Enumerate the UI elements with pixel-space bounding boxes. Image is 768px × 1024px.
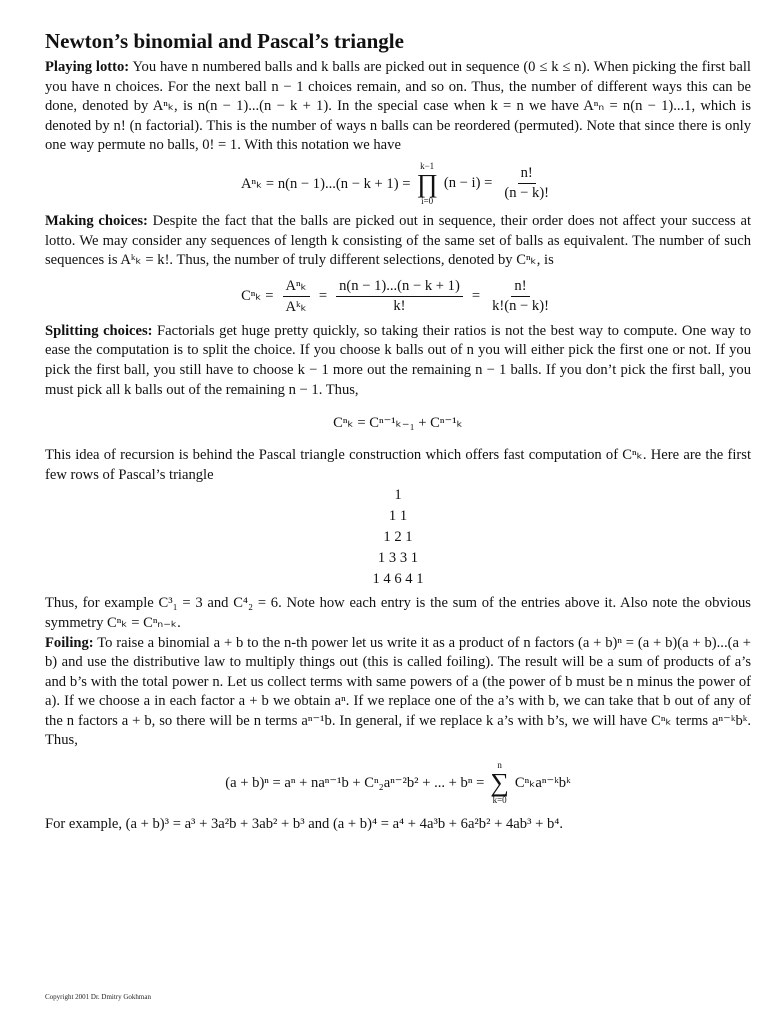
paragraph-playing-lotto xyxy=(45,58,751,156)
paragraph-examples: Thus, for example C³₁ = 3 and C⁴₂ = 6. Note how each entry is the sum of the entries above it. Also note the obvious symmetry Cⁿₖ = Cⁿₙ₋ₖ. xyxy=(45,595,751,631)
run-in-heading: Making choices: xyxy=(45,212,148,229)
sum-lower-limit: k=0 xyxy=(492,795,507,806)
equation-combinations: Cⁿₖ = $\frac{\text{Aⁿₖ}}{\text{Aᵏₖ}}$ = $\frac{n(n - 1)...(n - k + 1)}{k!}$ = $\frac{n!}{k!(n - k)!}$ xyxy=(45,277,751,316)
equation-binomial xyxy=(45,761,751,805)
fraction xyxy=(501,165,552,202)
equation-recursion: Cⁿₖ = Cⁿ⁻¹ₖ₋₁ + Cⁿ⁻¹ₖ xyxy=(333,415,463,432)
pascal-triangle xyxy=(45,485,751,590)
equation-lhs: Cⁿₖ = xyxy=(241,288,274,305)
pascal-row: 1 4 6 4 1 xyxy=(372,571,424,588)
pascal-row: 1 1 xyxy=(388,508,408,525)
pascal-row: 1 2 1 xyxy=(383,529,413,546)
fraction-numerator: n! xyxy=(511,278,529,297)
paragraph-text: Factorials get huge pretty quickly, so taking their ratios is not the best way to compute. One way to ease the computation is to split the choice. If you choose k balls out of n you will either pick the first one or not. If you pick the first ball, you still have to choose k − 1 more out the remaining n − 1 balls. If you don’t pick the first ball, you must pick all k balls out of the remaining n − 1. Thus, xyxy=(45,322,751,398)
pascal-row: 1 xyxy=(394,487,402,504)
product-upper-limit: k−1 xyxy=(420,160,435,171)
fraction-denominator: k! xyxy=(393,297,406,314)
fraction xyxy=(489,278,552,315)
fraction-numerator: n! xyxy=(518,165,536,184)
pascal-row: 1 3 3 1 xyxy=(377,550,419,567)
sum-body: Cⁿₖaⁿ⁻ᵏbᵏ xyxy=(514,775,571,792)
sum-operator: n ∑ k=0 xyxy=(490,760,509,806)
fraction xyxy=(283,277,310,316)
equation-permutations xyxy=(45,162,751,206)
fraction-denominator: Aᵏₖ xyxy=(285,298,307,315)
fraction-denominator: (n − k)! xyxy=(504,185,550,202)
copyright-footer: Copyright 2001 Dr. Dmitry Gokhman xyxy=(45,993,151,1001)
document-page xyxy=(45,28,751,835)
paragraph-recursion: This idea of recursion is behind the Pascal triangle construction which offers fast computation of Cⁿₖ. Here are the first few rows of Pascal’s triangle xyxy=(45,447,751,483)
fraction-numerator: n(n − 1)...(n − k + 1) xyxy=(336,278,463,297)
paragraph-text: Despite the fact that the balls are picked out in sequence, their order does not affect your success at lotto. We may consider any sequences of length k consisting of the same set of balls as equivalent. The number of such sequences is Aᵏₖ = k!. Thus, the number of truly different selections, denoted by Cⁿₖ, is xyxy=(45,212,751,269)
page-title: Newton’s binomial and Pascal’s triangle xyxy=(45,29,404,53)
product-body: (n − i) = xyxy=(443,175,493,192)
run-in-heading: Playing lotto: xyxy=(45,59,130,75)
paragraph-making-choices xyxy=(45,212,751,271)
product-operator: k−1 ∏ i=0 xyxy=(416,160,438,206)
sum-upper-limit: n xyxy=(497,760,502,771)
run-in-heading: Splitting choices: xyxy=(45,322,153,339)
paragraph-text: You have n numbered balls and k balls are picked out in sequence (0 ≤ k ≤ n). When picking the first ball you have n choices. For the next ball n − 1 choices remain, and so on. Thus, the number of different ways this can be done, denoted by Aⁿₖ, is n(n − 1)...(n − k + 1). In the special case when k = n we have Aⁿₙ = n(n − 1)...1, which is denoted by n! (n factorial). This is the number of ways n balls can be reordered (permuted). Note that since there is only one way permute no balls, 0! = 1. With this notation we have xyxy=(45,59,751,154)
paragraph-foiling xyxy=(45,634,751,752)
fraction xyxy=(336,278,463,315)
equation-lhs: (a + b)ⁿ = aⁿ + naⁿ⁻¹b + Cⁿ₂aⁿ⁻²b² + ... + bⁿ = xyxy=(225,775,485,792)
equation-lhs: Aⁿₖ = n(n − 1)...(n − k + 1) = xyxy=(240,175,411,192)
paragraph-text: To raise a binomial a + b to the n-th power let us write it as a product of n factors (a + b)ⁿ = (a + b)(a + b)...(a + b) and use the distributive law to multiply things out (this is called foiling). The result will be a sum of products of a’s and b’s with the total power n. Let us collect terms with same powers of a (the power of b must be n minus the power of a). If we choose a in each factor a + b we obtain aⁿ. If we replace one of the a’s with b, we can take that b out of any of the n factors a + b, so there will be n terms aⁿ⁻¹b. In general, if we replace k a’s with b’s, we will have Cⁿₖ terms aⁿ⁻ᵏbᵏ. Thus, xyxy=(45,634,751,749)
fraction-denominator: k!(n − k)! xyxy=(492,297,549,314)
run-in-heading: Foiling: xyxy=(45,634,94,651)
product-lower-limit: i=0 xyxy=(421,195,434,206)
paragraph-binomial-examples: For example, (a + b)³ = a³ + 3a²b + 3ab² + b³ and (a + b)⁴ = a⁴ + 4a³b + 6a²b² + 4ab³ + b⁴. xyxy=(45,816,563,833)
fraction-numerator: Aⁿₖ xyxy=(283,277,310,297)
paragraph-splitting-choices xyxy=(45,322,751,400)
